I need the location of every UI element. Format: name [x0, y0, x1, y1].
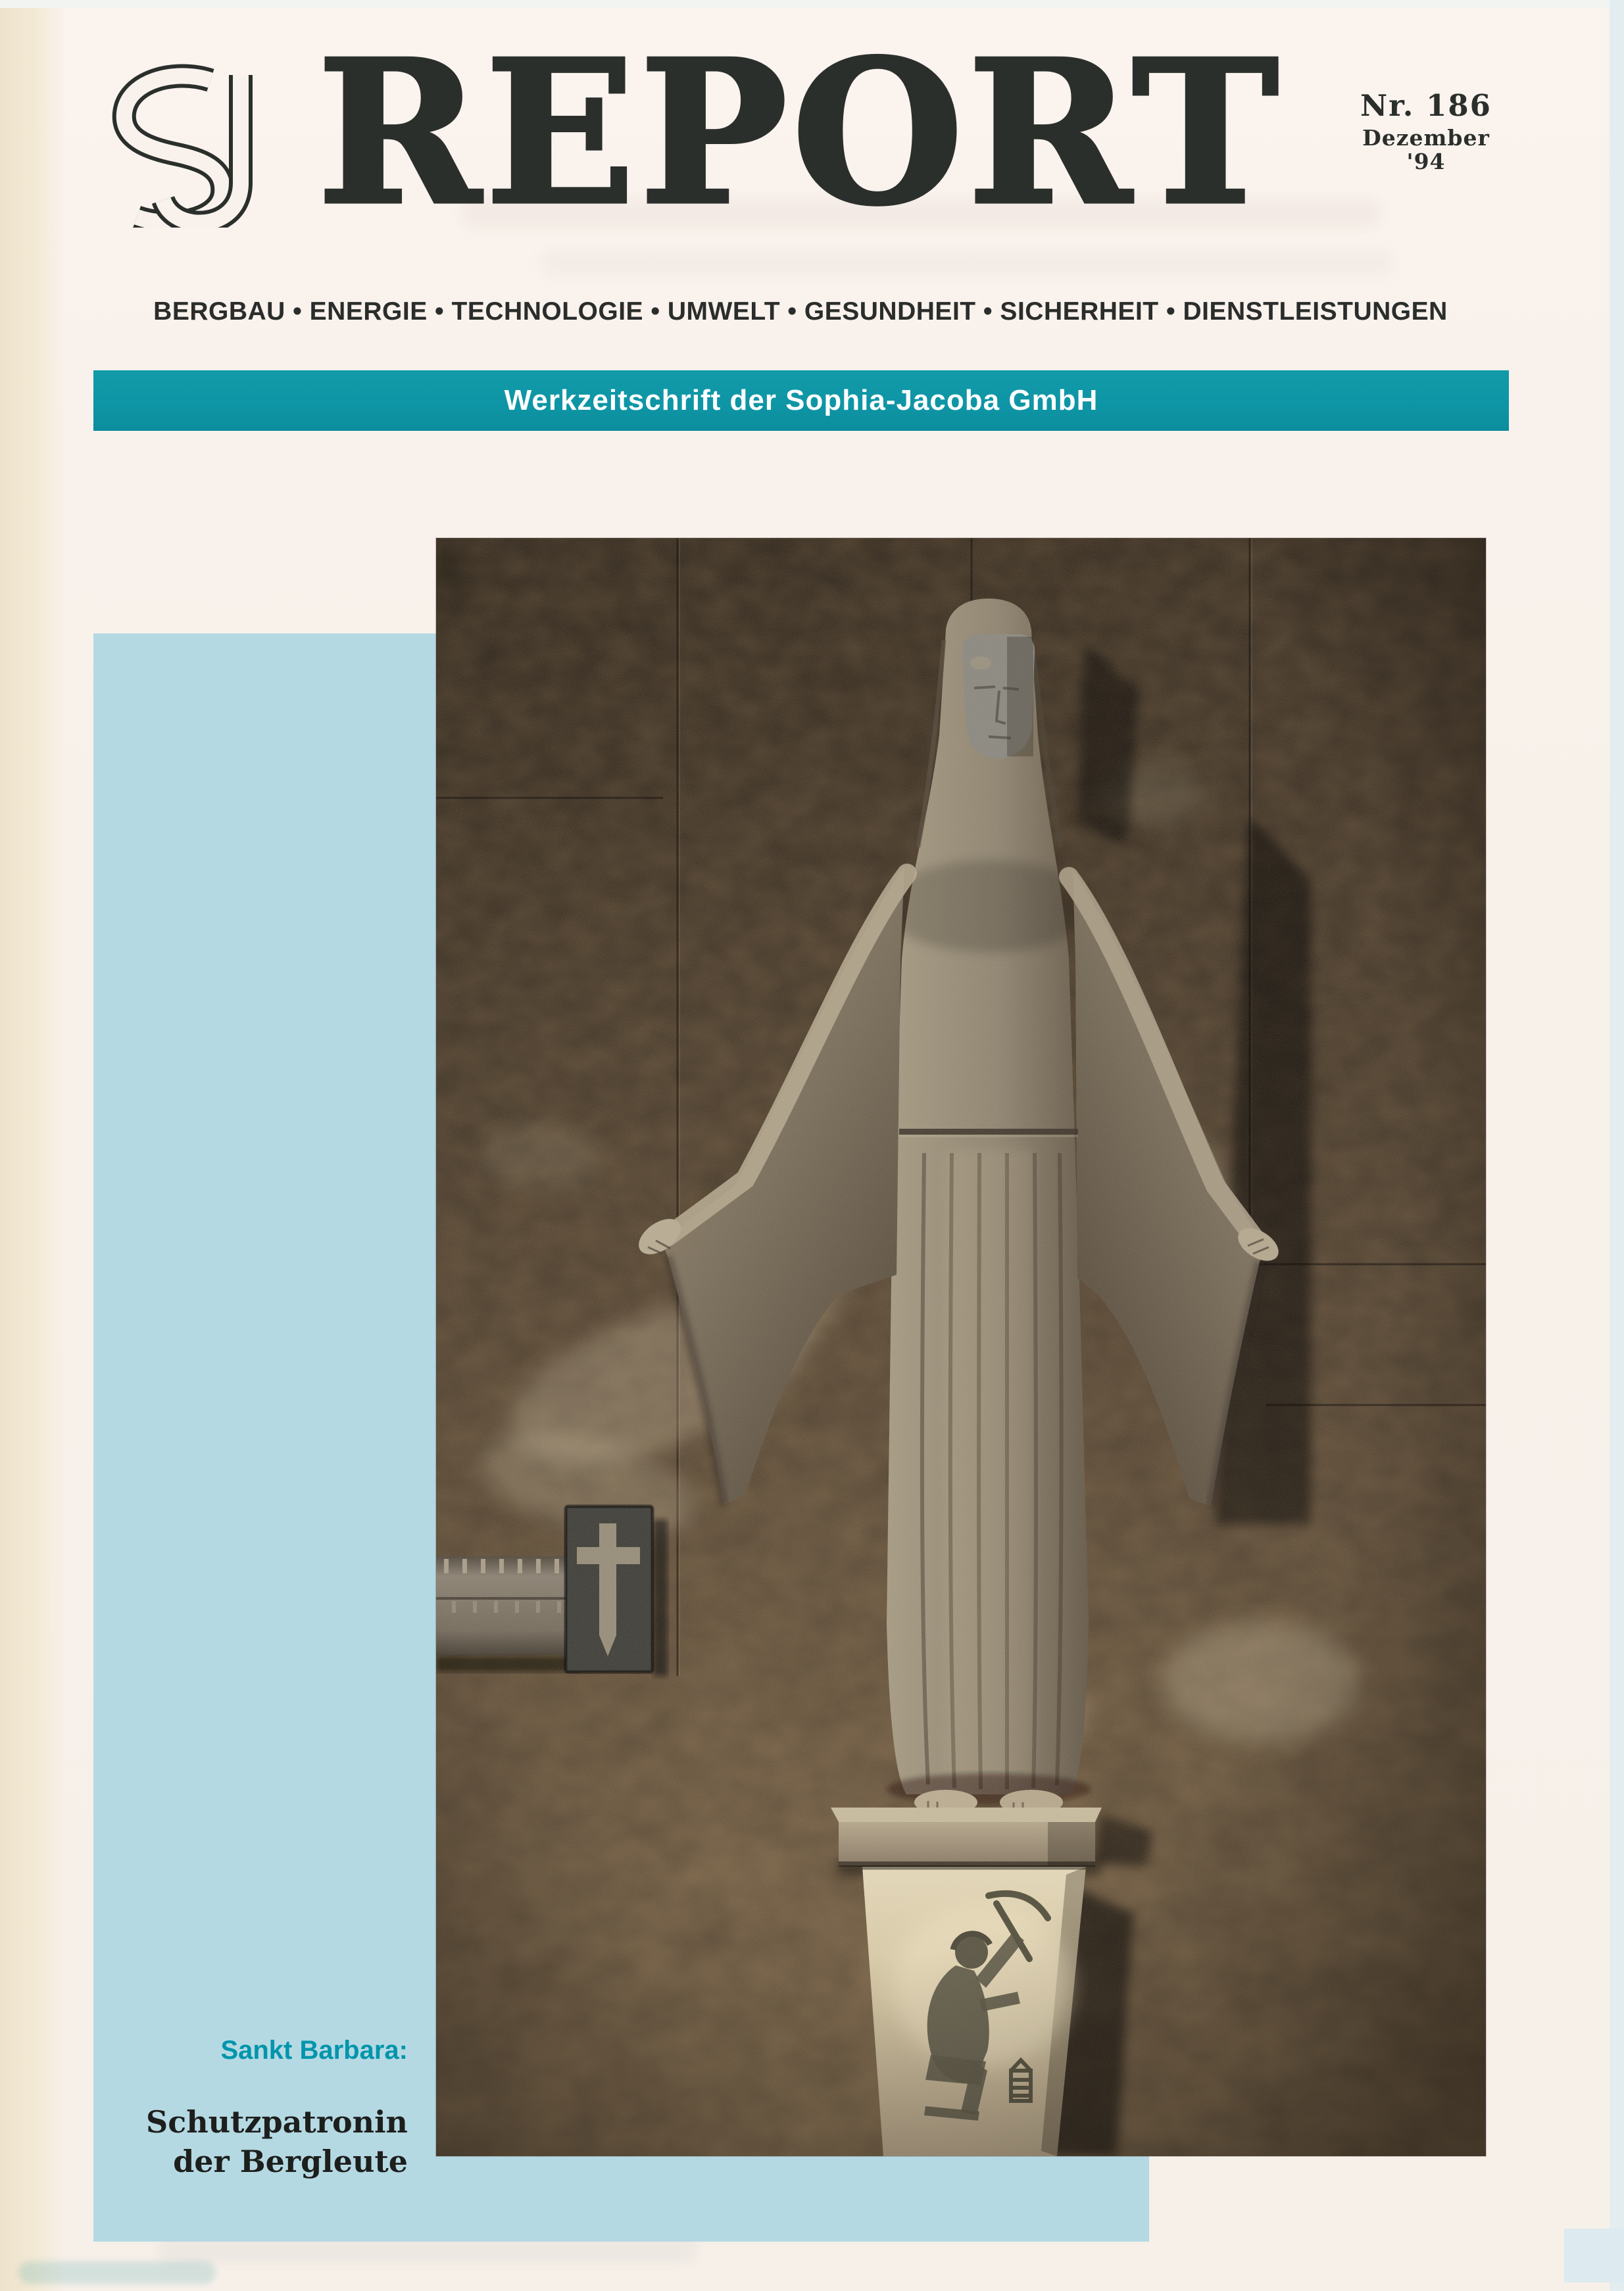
issue-block	[1339, 89, 1513, 174]
cover-photo	[436, 538, 1486, 2156]
cover-story-title	[93, 2103, 408, 2182]
scan-corner-artifact	[1564, 2229, 1624, 2282]
scan-edge-left	[0, 0, 66, 2291]
cover-story-kicker: Sankt Barbara:	[220, 2036, 408, 2065]
cover-story-title-line1: Schutzpatronin	[146, 2104, 408, 2140]
cover-story-title-line2: der Bergleute	[173, 2143, 408, 2179]
topics-strip: BERGBAU • ENERGIE • TECHNOLOGIE • UMWELT • GESUNDHEIT • SICHERHEIT • DIENSTLEISTUNGEN	[153, 297, 1448, 326]
print-bleedthrough	[539, 249, 1394, 278]
issue-number: Nr. 186	[1360, 88, 1492, 123]
sj-logo-icon	[93, 63, 264, 228]
cover-story-block	[93, 2036, 408, 2182]
tagline-bar	[93, 370, 1509, 431]
tagline-text: Werkzeitschrift der Sophia-Jacoba GmbH	[504, 384, 1098, 416]
print-bleedthrough	[18, 2261, 216, 2284]
issue-date: Dezember '94	[1362, 124, 1490, 174]
scan-edge-top	[0, 0, 1624, 8]
scan-edge-right	[1610, 0, 1624, 2291]
magazine-title: REPORT	[317, 16, 1283, 249]
